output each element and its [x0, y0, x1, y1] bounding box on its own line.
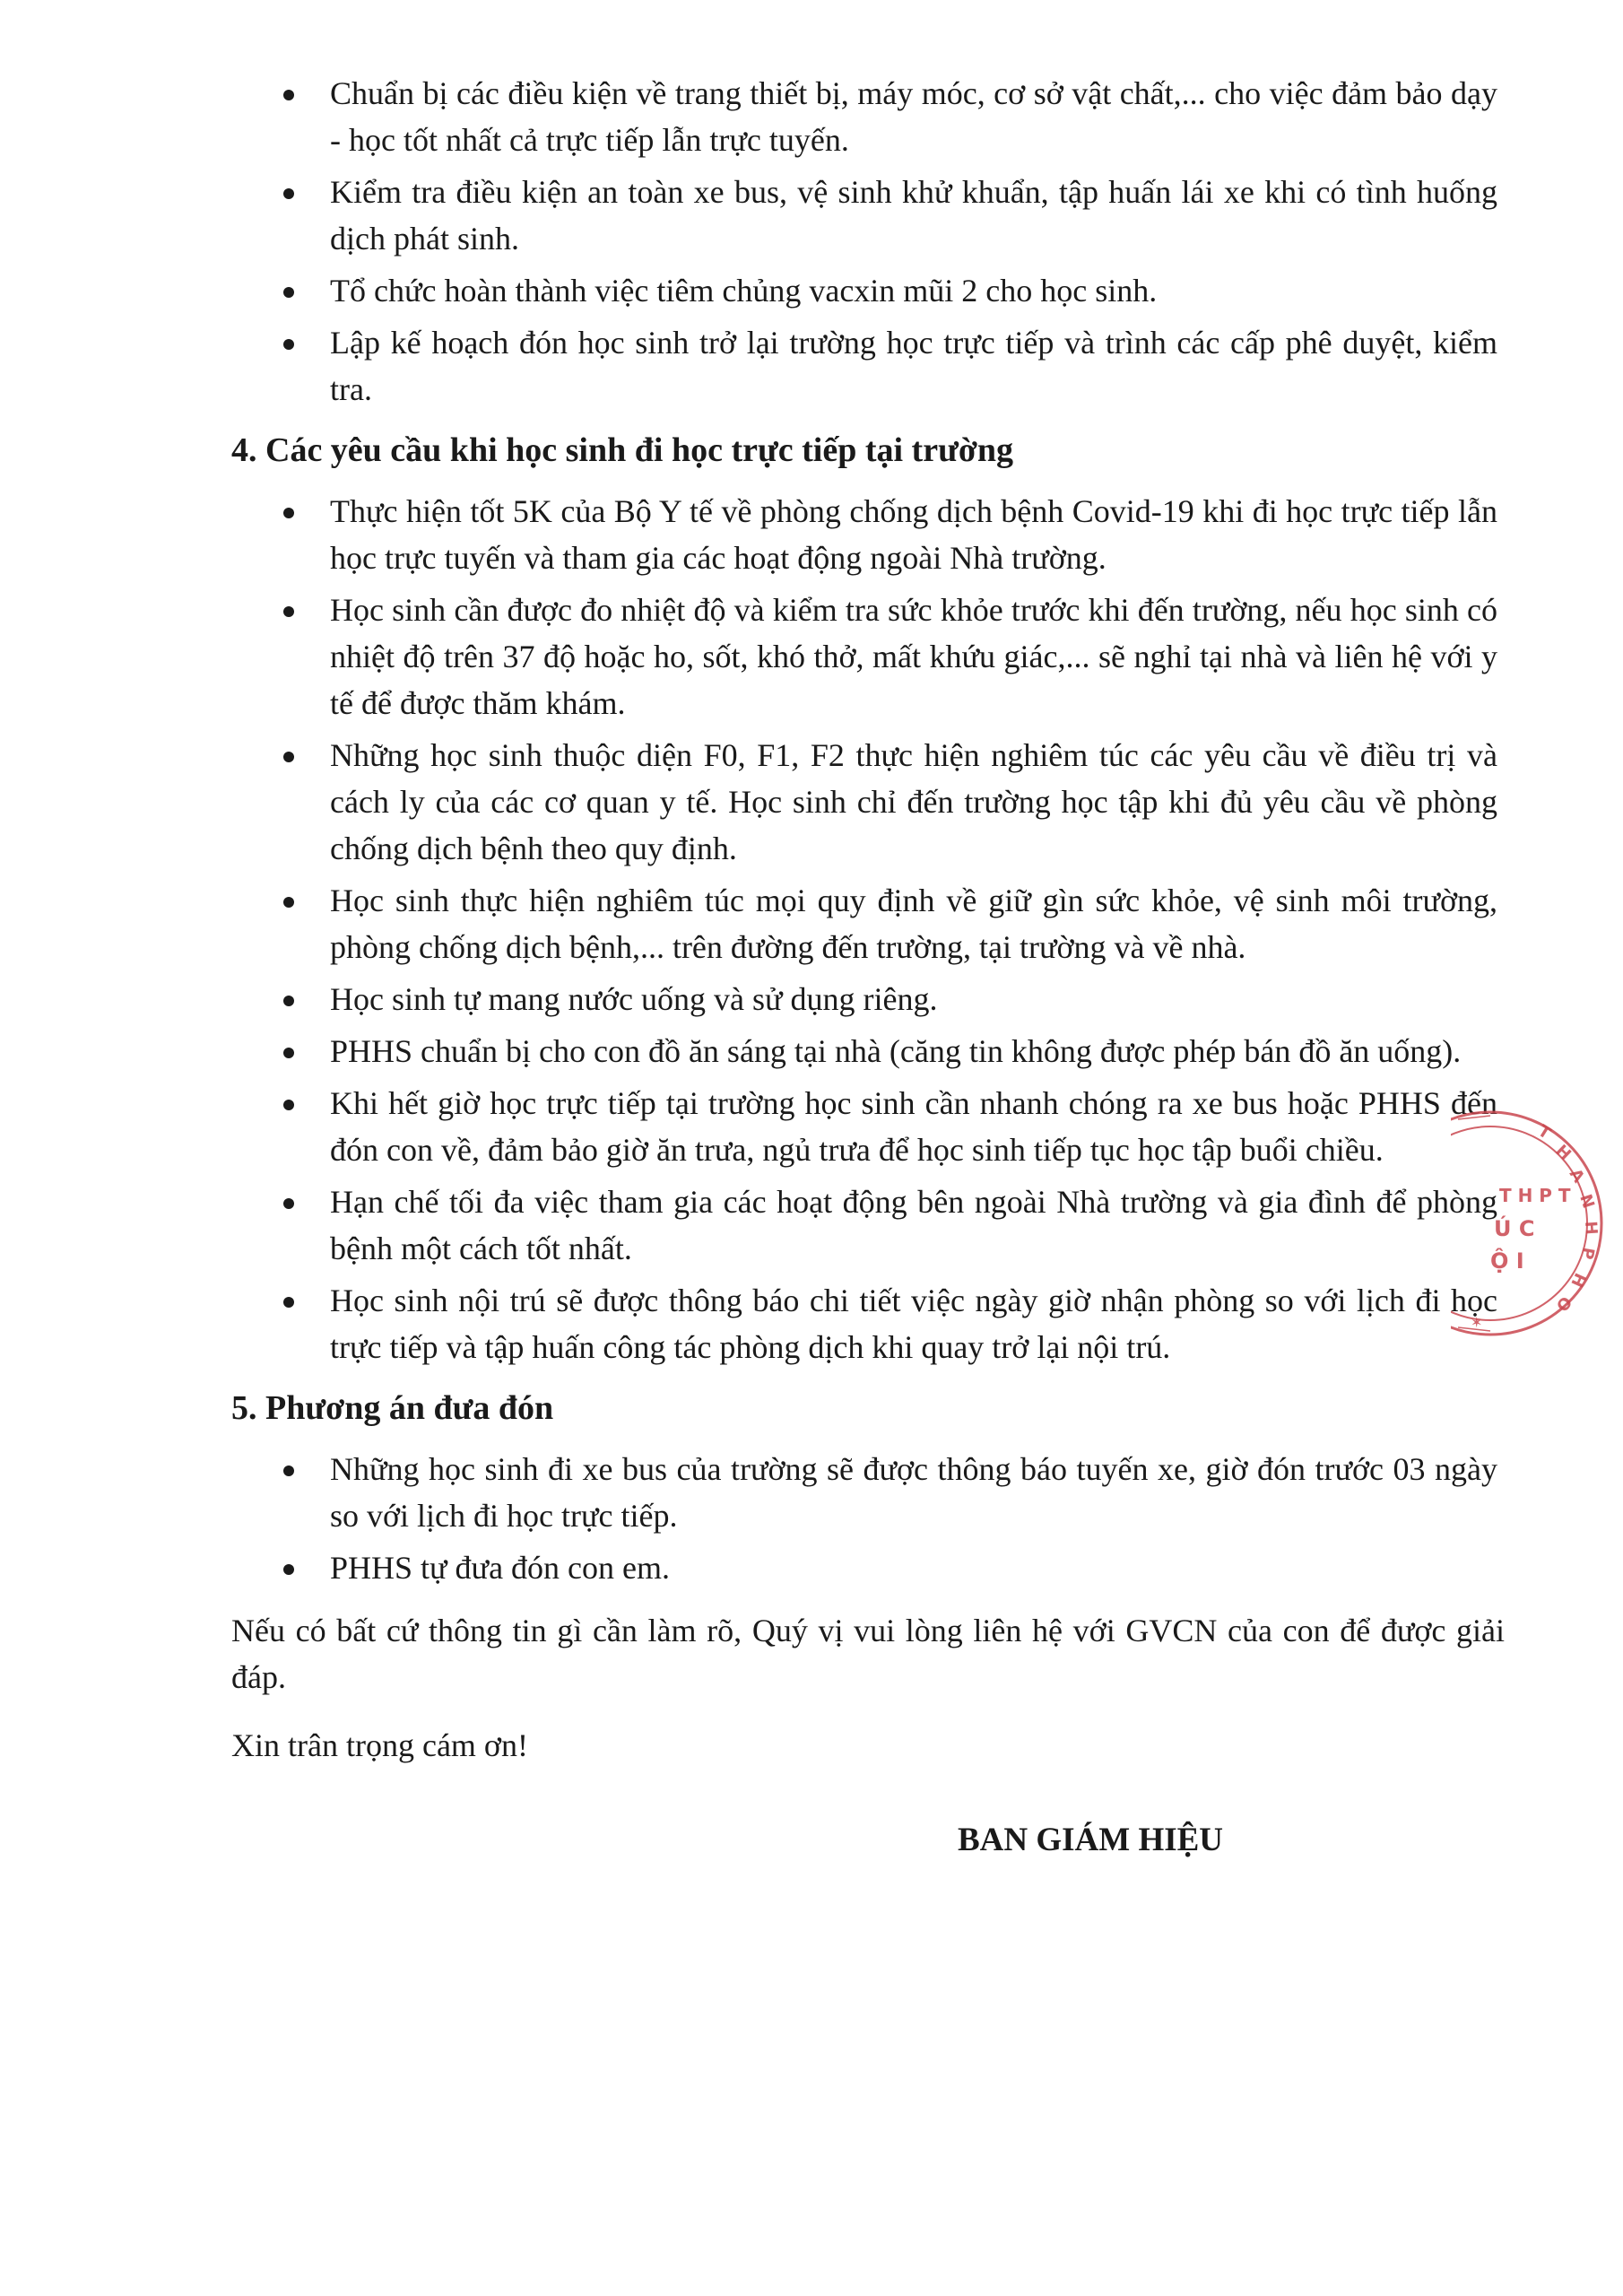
list-item-text: Những học sinh đi xe bus của trường sẽ được thông báo tuyến xe, giờ đón trước 03 ngày so với lịch đi học trực tiếp.	[330, 1451, 1497, 1534]
bullet-icon	[283, 1100, 294, 1110]
list-item	[330, 488, 1505, 581]
section-4-heading: 4. Các yêu cầu khi học sinh đi học trực tiếp tại trường	[231, 431, 1014, 469]
contact-note: Nếu có bất cứ thông tin gì cần làm rõ, Quý vị vui lòng liên hệ với GVCN của con để được giải đáp.	[231, 1613, 1505, 1695]
svg-text:A: A	[1565, 1165, 1588, 1187]
bullet-icon	[283, 508, 294, 518]
bullet-icon	[283, 1297, 294, 1308]
list-item-text: Thực hiện tốt 5K của Bộ Y tế về phòng chống dịch bệnh Covid-19 khi đi học trực tiếp lẫn học trực tuyến và tham gia các hoạt động ngoài Nhà trường.	[330, 493, 1497, 576]
svg-text:T H P T: T H P T	[1499, 1185, 1571, 1206]
svg-text:H: H	[1567, 1269, 1590, 1291]
list-item-text: Kiểm tra điều kiện an toàn xe bus, vệ sinh khử khuẩn, tập huấn lái xe khi có tình huống dịch phát sinh.	[330, 174, 1497, 257]
bullet-icon	[283, 188, 294, 199]
bullet-icon	[283, 1198, 294, 1209]
bullet-icon	[283, 606, 294, 617]
svg-text:O: O	[1551, 1292, 1575, 1315]
bullet-icon	[283, 1465, 294, 1476]
list-item	[330, 267, 1505, 314]
bullet-icon	[283, 1564, 294, 1575]
section-4-bullet-list	[231, 488, 1505, 1370]
bullet-icon	[283, 90, 294, 100]
bullet-icon	[283, 752, 294, 762]
document-body	[231, 70, 1505, 1864]
list-item-text: Lập kế hoạch đón học sinh trở lại trường học trực tiếp và trình các cấp phê duyệt, kiểm tra.	[330, 325, 1497, 407]
bullet-icon	[283, 897, 294, 908]
section-5-heading: 5. Phương án đưa đón	[231, 1389, 554, 1427]
list-item-text: Khi hết giờ học trực tiếp tại trường học sinh cần nhanh chóng ra xe bus hoặc PHHS đến đón con về, đảm bảo giờ ăn trưa, ngủ trưa để học sinh tiếp tục học tập buổi chiều.	[330, 1085, 1497, 1168]
svg-text:Ộ I: Ộ I	[1490, 1248, 1524, 1274]
list-item-text: PHHS tự đưa đón con em.	[330, 1550, 671, 1586]
list-item-text: Học sinh cần được đo nhiệt độ và kiểm tra sức khỏe trước khi đến trường, nếu học sinh có nhiệt độ trên 37 độ hoặc ho, sốt, khó thở, mất khứu giác,... sẽ nghỉ tại nhà và liên hệ với y tế để được thăm khám.	[330, 592, 1497, 721]
svg-text:H: H	[1551, 1141, 1575, 1165]
svg-text:✶: ✶	[1471, 1314, 1483, 1331]
list-item	[330, 70, 1505, 163]
list-item-text: PHHS chuẩn bị cho con đồ ăn sáng tại nhà (căng tin không được phép bán đồ ăn uống).	[330, 1033, 1462, 1069]
thanks-line: Xin trân trọng cám ơn!	[231, 1727, 528, 1763]
list-item-text: Tổ chức hoàn thành việc tiêm chủng vacxin mũi 2 cho học sinh.	[330, 273, 1158, 309]
list-item	[330, 1178, 1505, 1272]
list-item	[330, 976, 1505, 1022]
list-item	[330, 587, 1505, 726]
svg-text:Ú C: Ú C	[1494, 1216, 1535, 1241]
list-item	[330, 1277, 1505, 1370]
list-item	[330, 732, 1505, 872]
list-item-text: Hạn chế tối đa việc tham gia các hoạt động bên ngoài Nhà trường và gia đình để phòng bệnh một cách tốt nhất.	[330, 1184, 1497, 1266]
bullet-icon	[283, 996, 294, 1006]
section-5-bullet-list	[231, 1446, 1505, 1591]
list-item-text: Học sinh thực hiện nghiêm túc mọi quy định về giữ gìn sức khỏe, vệ sinh môi trường, phòng chống dịch bệnh,... trên đường đến trường, tại trường và về nhà.	[330, 883, 1497, 965]
svg-text:T: T	[1534, 1121, 1554, 1144]
intro-bullet-list	[231, 70, 1505, 413]
stamp-icon	[1451, 1092, 1603, 1352]
list-item-text: Những học sinh thuộc diện F0, F1, F2 thực hiện nghiêm túc các yêu cầu về điều trị và cách ly của các cơ quan y tế. Học sinh chỉ đến trường học tập khi đủ yêu cầu về phòng chống dịch bệnh theo quy định.	[330, 737, 1497, 866]
signature-block: BAN GIÁM HIỆU	[958, 1822, 1224, 1858]
list-item	[330, 1544, 1505, 1591]
bullet-icon	[283, 1048, 294, 1058]
stamp-marks	[1471, 1121, 1601, 1331]
list-item	[330, 877, 1505, 970]
svg-text:H: H	[1581, 1220, 1601, 1236]
bullet-icon	[283, 339, 294, 350]
list-item	[330, 319, 1505, 413]
list-item	[330, 1028, 1505, 1074]
list-item-text: Học sinh nội trú sẽ được thông báo chi tiết việc ngày giờ nhận phòng so với lịch đi học trực tiếp và tập huấn công tác phòng dịch khi quay trở lại nội trú.	[330, 1283, 1497, 1365]
svg-text:P: P	[1576, 1246, 1598, 1261]
bullet-icon	[283, 287, 294, 298]
list-item	[330, 169, 1505, 262]
list-item	[330, 1080, 1505, 1173]
list-item	[330, 1446, 1505, 1539]
svg-text:N: N	[1575, 1192, 1598, 1211]
school-stamp	[1451, 1092, 1603, 1352]
list-item-text: Chuẩn bị các điều kiện về trang thiết bị, máy móc, cơ sở vật chất,... cho việc đảm bảo dạy - học tốt nhất cả trực tiếp lẫn trực tuyến.	[330, 75, 1497, 158]
list-item-text: Học sinh tự mang nước uống và sử dụng riêng.	[330, 981, 938, 1017]
